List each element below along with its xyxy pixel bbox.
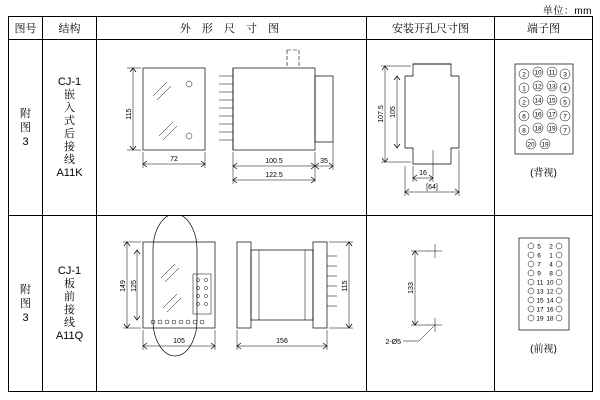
row1-structure: CJ-1 嵌 入 式 后 接 线 A11K [56,75,83,179]
svg-text:16: 16 [546,306,554,314]
svg-text:2: 2 [522,99,526,107]
svg-text:3: 3 [563,71,567,79]
svg-text:15: 15 [536,297,544,305]
cell-mounting-2 [367,216,495,392]
svg-text:19: 19 [536,315,544,323]
svg-text:133: 133 [407,282,415,294]
cell-terminal-2 [495,216,593,392]
svg-text:12: 12 [534,83,542,91]
svg-text:17: 17 [536,306,544,314]
svg-text:105: 105 [173,338,185,345]
header-structure: 结构 [43,17,97,40]
row2-no: 附 图 3 [20,283,31,324]
svg-text:8: 8 [549,270,553,278]
svg-text:11: 11 [536,279,544,287]
svg-text:8: 8 [522,127,526,135]
header-mounting: 安装开孔尺寸图 [367,17,495,40]
svg-text:1: 1 [522,85,526,93]
svg-text:14: 14 [534,97,542,105]
svg-text:4: 4 [563,85,567,93]
cell-no-1 [9,40,43,216]
svg-text:13: 13 [536,288,544,296]
svg-text:15: 15 [548,97,556,105]
svg-text:16: 16 [419,170,427,177]
svg-text:18: 18 [546,315,554,323]
row1-no: 附 图 3 [20,107,31,148]
svg-text:107.5: 107.5 [377,105,385,123]
svg-text:10: 10 [534,69,542,77]
header-terminal: 端子图 [495,17,593,40]
svg-text:100.5: 100.5 [265,158,283,165]
header-outline: 外 形 尺 寸 图 [97,17,367,40]
cell-structure-1 [43,40,97,216]
table-row [9,40,593,216]
svg-text:115: 115 [341,280,349,292]
svg-text:125: 125 [130,280,138,292]
svg-text:9: 9 [537,270,541,278]
svg-text:115: 115 [125,108,133,120]
svg-text:5: 5 [563,99,567,107]
svg-text:4: 4 [549,261,553,269]
svg-text:156: 156 [276,338,288,345]
cell-mounting-1 [367,40,495,216]
svg-text:7: 7 [563,113,567,121]
header-no: 图号 [9,17,43,40]
svg-text:35: 35 [320,158,328,165]
svg-text:149: 149 [119,280,127,292]
svg-text:10: 10 [546,279,554,287]
svg-text:19: 19 [548,125,556,133]
svg-text:2: 2 [522,71,526,79]
table-header-row [9,17,593,40]
svg-text:16: 16 [534,111,542,119]
svg-text:6: 6 [537,252,541,260]
row2-structure: CJ-1 板 前 接 线 A11Q [55,264,84,342]
svg-text:122.5: 122.5 [265,172,283,179]
cell-outline-2 [97,216,367,392]
cell-terminal-1 [495,40,593,216]
svg-text:12: 12 [546,288,554,296]
svg-text:5: 5 [537,243,541,251]
terminal-view-label-1: (背视) [530,168,557,179]
svg-text:7: 7 [563,127,567,135]
svg-text:7: 7 [537,261,541,269]
svg-text:1: 1 [549,252,553,260]
svg-text:2-Ø5: 2-Ø5 [385,339,401,346]
svg-text:14: 14 [546,297,554,305]
svg-text:11: 11 [548,69,556,77]
table-row [9,216,593,392]
svg-text:13: 13 [548,83,556,91]
svg-text:17: 17 [548,111,556,119]
svg-text:6: 6 [522,113,526,121]
svg-text:105: 105 [389,106,397,118]
svg-text:2: 2 [549,243,553,251]
terminal-view-label-2: (前视) [530,344,557,355]
svg-text:20: 20 [527,141,535,149]
cell-outline-1 [97,40,367,216]
unit-note: 单位：mm [542,6,592,17]
cell-no-2 [9,216,43,392]
cell-structure-2 [43,216,97,392]
svg-text:19: 19 [541,141,549,149]
svg-text:[64]: [64] [426,184,438,191]
svg-text:18: 18 [534,125,542,133]
specification-table [8,16,593,392]
svg-text:72: 72 [170,156,178,163]
